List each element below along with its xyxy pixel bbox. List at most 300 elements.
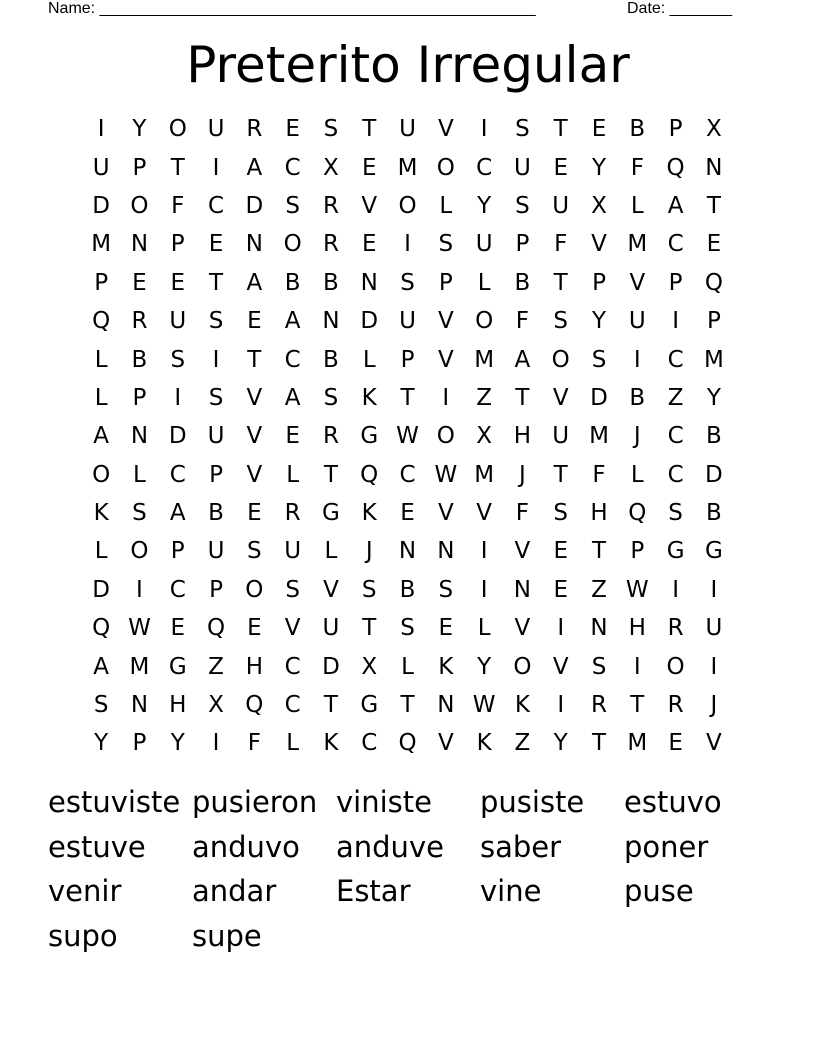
- grid-letter[interactable]: U: [92, 154, 110, 181]
- grid-letter[interactable]: V: [476, 500, 492, 527]
- grid-letter[interactable]: S: [668, 500, 683, 527]
- grid-letter[interactable]: Q: [628, 500, 647, 527]
- grid-letter[interactable]: C: [667, 346, 684, 373]
- grid-letter[interactable]: T: [706, 192, 721, 219]
- grid-letter[interactable]: D: [168, 423, 187, 450]
- grid-letter[interactable]: T: [553, 269, 568, 296]
- grid-letter[interactable]: S: [323, 384, 339, 411]
- grid-letter[interactable]: H: [169, 692, 187, 719]
- grid-letter[interactable]: F: [171, 192, 185, 219]
- grid-letter[interactable]: N: [705, 154, 723, 181]
- grid-letter[interactable]: S: [93, 692, 109, 719]
- grid-letter[interactable]: F: [592, 461, 606, 488]
- grid-letter[interactable]: C: [667, 423, 684, 450]
- grid-letter[interactable]: N: [590, 615, 608, 642]
- grid-letter[interactable]: I: [212, 154, 220, 181]
- word-list-item: anduve: [336, 829, 444, 864]
- grid-letter[interactable]: X: [208, 692, 224, 719]
- grid-letter[interactable]: E: [170, 615, 186, 642]
- grid-letter[interactable]: A: [667, 192, 684, 219]
- grid-letter[interactable]: Q: [206, 615, 226, 642]
- grid-letter[interactable]: M: [589, 423, 609, 450]
- grid-letter[interactable]: G: [322, 500, 340, 527]
- grid-letter[interactable]: I: [136, 576, 143, 603]
- grid-row: [82, 532, 734, 570]
- grid-letter[interactable]: K: [438, 653, 454, 680]
- grid-letter[interactable]: A: [169, 500, 186, 527]
- grid-letter[interactable]: E: [247, 308, 262, 335]
- grid-letter[interactable]: R: [322, 231, 339, 258]
- grid-letter[interactable]: U: [284, 538, 302, 565]
- grid-letter[interactable]: O: [475, 308, 494, 335]
- grid-letter[interactable]: Y: [553, 730, 568, 757]
- grid-letter[interactable]: Y: [477, 192, 492, 219]
- grid-letter[interactable]: B: [706, 500, 722, 527]
- grid-letter[interactable]: X: [323, 154, 339, 181]
- grid-letter[interactable]: Q: [92, 615, 111, 642]
- grid-letter[interactable]: S: [285, 192, 300, 219]
- grid-letter[interactable]: S: [208, 384, 224, 411]
- grid-letter[interactable]: R: [322, 423, 339, 450]
- grid-letter[interactable]: M: [627, 730, 648, 757]
- grid-letter[interactable]: A: [514, 346, 531, 373]
- grid-letter[interactable]: S: [591, 653, 607, 680]
- grid-letter[interactable]: I: [480, 576, 488, 603]
- grid-letter[interactable]: T: [323, 692, 338, 719]
- grid-letter[interactable]: B: [208, 500, 224, 527]
- grid-letter[interactable]: H: [590, 500, 608, 527]
- grid-letter[interactable]: E: [400, 500, 415, 527]
- grid-letter[interactable]: X: [591, 192, 607, 219]
- grid-letter[interactable]: S: [400, 269, 415, 296]
- grid-letter[interactable]: S: [438, 231, 454, 258]
- grid-letter[interactable]: L: [286, 461, 300, 488]
- grid-letter[interactable]: V: [284, 615, 301, 642]
- grid-letter[interactable]: E: [247, 500, 262, 527]
- grid-letter[interactable]: U: [513, 154, 531, 181]
- grid-letter[interactable]: B: [706, 423, 722, 450]
- grid-letter[interactable]: I: [97, 116, 105, 143]
- grid-letter[interactable]: L: [477, 615, 491, 642]
- grid-letter[interactable]: M: [474, 461, 495, 488]
- grid-letter[interactable]: K: [476, 730, 492, 757]
- grid-letter[interactable]: D: [245, 192, 264, 219]
- grid-letter[interactable]: E: [438, 615, 454, 642]
- grid-letter[interactable]: J: [633, 423, 641, 450]
- grid-letter[interactable]: T: [553, 461, 568, 488]
- grid-letter[interactable]: O: [92, 461, 111, 488]
- grid-letter[interactable]: T: [515, 384, 530, 411]
- grid-letter[interactable]: R: [131, 308, 148, 335]
- grid-letter[interactable]: O: [436, 423, 455, 450]
- grid-letter[interactable]: I: [710, 576, 718, 603]
- grid-letter[interactable]: P: [94, 269, 109, 296]
- grid-letter[interactable]: U: [322, 615, 340, 642]
- grid-letter[interactable]: Y: [132, 116, 147, 143]
- grid-letter[interactable]: V: [591, 231, 607, 258]
- grid-letter[interactable]: V: [437, 308, 454, 335]
- grid-letter[interactable]: E: [361, 154, 377, 181]
- grid-letter[interactable]: F: [630, 154, 644, 181]
- grid-letter[interactable]: Z: [591, 576, 607, 603]
- grid-letter[interactable]: L: [94, 346, 108, 373]
- grid-letter[interactable]: G: [666, 538, 685, 565]
- grid-letter[interactable]: N: [130, 423, 149, 450]
- grid-letter[interactable]: P: [209, 461, 223, 488]
- grid-letter[interactable]: M: [91, 231, 112, 258]
- grid-letter[interactable]: O: [283, 231, 302, 258]
- date-field-label[interactable]: Date: _______: [627, 0, 732, 17]
- grid-letter[interactable]: T: [247, 346, 262, 373]
- grid-letter[interactable]: D: [590, 384, 608, 411]
- grid-letter[interactable]: Z: [514, 730, 531, 757]
- grid-letter[interactable]: S: [132, 500, 147, 527]
- grid-letter[interactable]: C: [284, 154, 301, 181]
- grid-letter[interactable]: J: [710, 692, 718, 719]
- grid-letter[interactable]: P: [209, 576, 223, 603]
- grid-letter[interactable]: N: [513, 576, 532, 603]
- grid-letter[interactable]: L: [630, 192, 644, 219]
- grid-letter[interactable]: K: [361, 500, 377, 527]
- grid-letter[interactable]: N: [245, 231, 263, 258]
- grid-letter[interactable]: M: [474, 346, 495, 373]
- grid-letter[interactable]: E: [668, 730, 683, 757]
- grid-letter[interactable]: A: [246, 269, 263, 296]
- grid-letter[interactable]: L: [477, 269, 491, 296]
- grid-letter[interactable]: V: [437, 500, 454, 527]
- grid-letter[interactable]: P: [668, 269, 683, 296]
- grid-letter[interactable]: P: [515, 231, 530, 258]
- grid-letter[interactable]: Y: [94, 730, 109, 757]
- grid-letter[interactable]: U: [705, 615, 723, 642]
- grid-letter[interactable]: N: [398, 538, 417, 565]
- grid-letter[interactable]: Y: [477, 653, 492, 680]
- grid-letter[interactable]: B: [284, 269, 301, 296]
- grid-letter[interactable]: E: [285, 423, 300, 450]
- grid-letter[interactable]: C: [667, 231, 684, 258]
- grid-letter[interactable]: Q: [245, 692, 264, 719]
- grid-letter[interactable]: P: [132, 384, 147, 411]
- grid-letter[interactable]: U: [552, 423, 570, 450]
- grid-letter[interactable]: W: [434, 461, 458, 488]
- grid-letter[interactable]: I: [442, 384, 450, 411]
- grid-letter[interactable]: O: [666, 653, 685, 680]
- grid-letter[interactable]: P: [170, 538, 185, 565]
- grid-letter[interactable]: B: [629, 116, 646, 143]
- grid-letter[interactable]: B: [323, 269, 339, 296]
- grid-letter[interactable]: S: [285, 576, 300, 603]
- grid-letter[interactable]: R: [667, 692, 684, 719]
- grid-letter[interactable]: Y: [591, 154, 607, 181]
- grid-letter[interactable]: C: [476, 154, 493, 181]
- grid-letter[interactable]: M: [703, 346, 724, 373]
- grid-letter[interactable]: T: [400, 692, 415, 719]
- grid-letter[interactable]: H: [513, 423, 532, 450]
- grid-letter[interactable]: S: [170, 346, 186, 373]
- grid-letter[interactable]: T: [400, 384, 415, 411]
- grid-letter[interactable]: T: [630, 692, 645, 719]
- grid-letter[interactable]: Z: [667, 384, 684, 411]
- grid-letter[interactable]: I: [633, 346, 641, 373]
- grid-letter[interactable]: Z: [476, 384, 492, 411]
- grid-letter[interactable]: P: [630, 538, 645, 565]
- grid-letter[interactable]: L: [401, 653, 414, 680]
- grid-letter[interactable]: H: [628, 615, 646, 642]
- grid-letter[interactable]: N: [322, 308, 340, 335]
- grid-letter[interactable]: S: [400, 615, 415, 642]
- grid-letter[interactable]: L: [324, 538, 338, 565]
- grid-letter[interactable]: S: [247, 538, 262, 565]
- grid-letter[interactable]: G: [360, 423, 379, 450]
- grid-letter[interactable]: S: [515, 116, 530, 143]
- grid-letter[interactable]: C: [284, 653, 301, 680]
- grid-letter[interactable]: N: [437, 692, 455, 719]
- word-list-item: viniste: [336, 785, 432, 819]
- grid-letter[interactable]: L: [133, 461, 146, 488]
- grid-letter[interactable]: B: [131, 346, 148, 373]
- grid-letter[interactable]: C: [208, 192, 225, 219]
- grid-letter[interactable]: C: [667, 461, 684, 488]
- grid-letter[interactable]: V: [246, 384, 263, 411]
- grid-letter[interactable]: U: [207, 423, 225, 450]
- grid-letter[interactable]: L: [94, 384, 108, 411]
- grid-letter[interactable]: I: [557, 615, 565, 642]
- grid-letter[interactable]: V: [552, 384, 569, 411]
- grid-letter[interactable]: F: [554, 231, 568, 258]
- grid-letter[interactable]: S: [553, 308, 569, 335]
- grid-letter[interactable]: T: [170, 154, 185, 181]
- grid-letter[interactable]: Y: [170, 730, 185, 757]
- grid-letter[interactable]: S: [591, 346, 607, 373]
- grid-letter[interactable]: U: [399, 308, 416, 335]
- grid-letter[interactable]: S: [208, 308, 224, 335]
- grid-letter[interactable]: A: [93, 423, 110, 450]
- grid-letter[interactable]: B: [629, 384, 646, 411]
- grid-row: [82, 609, 734, 647]
- grid-letter[interactable]: L: [630, 461, 644, 488]
- grid-row: [82, 686, 734, 724]
- grid-letter[interactable]: V: [706, 730, 722, 757]
- grid-row: [82, 456, 734, 494]
- grid-letter[interactable]: A: [93, 653, 110, 680]
- grid-letter[interactable]: S: [515, 192, 530, 219]
- grid-letter[interactable]: G: [360, 692, 379, 719]
- grid-letter[interactable]: U: [628, 308, 646, 335]
- grid-letter[interactable]: T: [591, 538, 607, 565]
- grid-letter[interactable]: U: [399, 116, 416, 143]
- grid-letter[interactable]: Y: [591, 308, 607, 335]
- grid-letter[interactable]: A: [246, 154, 263, 181]
- word-list-item: pusieron: [192, 785, 318, 819]
- grid-letter[interactable]: R: [322, 192, 339, 219]
- grid-letter[interactable]: U: [207, 116, 225, 143]
- grid-letter[interactable]: U: [169, 308, 187, 335]
- grid-letter[interactable]: F: [515, 308, 530, 335]
- grid-letter[interactable]: Z: [208, 653, 224, 680]
- grid-letter[interactable]: E: [553, 538, 568, 565]
- grid-letter[interactable]: O: [436, 154, 455, 181]
- grid-letter[interactable]: I: [557, 692, 565, 719]
- grid-letter[interactable]: P: [400, 346, 415, 373]
- grid-letter[interactable]: Q: [92, 308, 111, 335]
- grid-letter[interactable]: C: [399, 461, 416, 488]
- grid-letter[interactable]: N: [437, 538, 455, 565]
- grid-letter[interactable]: E: [285, 116, 300, 143]
- grid-letter[interactable]: V: [361, 192, 378, 219]
- grid-letter[interactable]: R: [246, 116, 263, 143]
- grid-letter[interactable]: P: [706, 308, 721, 335]
- grid-letter[interactable]: M: [397, 154, 418, 181]
- grid-letter[interactable]: I: [480, 538, 488, 565]
- grid-letter[interactable]: P: [132, 730, 147, 757]
- grid-letter[interactable]: V: [514, 538, 531, 565]
- name-field-label[interactable]: Name: _________________________________________________: [48, 0, 536, 17]
- grid-letter[interactable]: J: [519, 461, 526, 488]
- grid-letter[interactable]: W: [472, 692, 496, 719]
- grid-letter[interactable]: V: [552, 653, 569, 680]
- grid-letter[interactable]: O: [130, 538, 149, 565]
- grid-letter[interactable]: E: [553, 154, 568, 181]
- grid-letter[interactable]: W: [396, 423, 419, 450]
- grid-letter[interactable]: T: [591, 730, 607, 757]
- grid-letter[interactable]: O: [245, 576, 264, 603]
- grid-letter[interactable]: L: [439, 192, 453, 219]
- grid-letter[interactable]: X: [361, 653, 378, 680]
- grid-row: [82, 302, 734, 340]
- grid-letter[interactable]: K: [323, 730, 339, 757]
- grid-letter[interactable]: M: [627, 231, 648, 258]
- grid-letter[interactable]: E: [361, 231, 377, 258]
- grid-letter[interactable]: I: [480, 116, 488, 143]
- grid-letter[interactable]: S: [438, 576, 454, 603]
- grid-letter[interactable]: V: [323, 576, 339, 603]
- grid-letter[interactable]: G: [704, 538, 723, 565]
- grid-letter[interactable]: F: [515, 500, 530, 527]
- grid-letter[interactable]: T: [323, 461, 338, 488]
- grid-letter[interactable]: S: [361, 576, 377, 603]
- grid-row: [82, 724, 734, 762]
- grid-letter[interactable]: N: [130, 231, 149, 258]
- grid-letter[interactable]: V: [246, 461, 263, 488]
- grid-letter[interactable]: V: [437, 346, 454, 373]
- grid-letter[interactable]: U: [207, 538, 225, 565]
- grid-letter[interactable]: T: [362, 116, 377, 143]
- grid-letter[interactable]: P: [592, 269, 606, 296]
- grid-letter[interactable]: L: [362, 346, 376, 373]
- grid-letter[interactable]: D: [92, 576, 110, 603]
- grid-letter[interactable]: E: [132, 269, 147, 296]
- grid-letter[interactable]: E: [170, 269, 186, 296]
- grid-letter[interactable]: S: [553, 500, 569, 527]
- grid-letter[interactable]: G: [168, 653, 187, 680]
- grid-letter[interactable]: Q: [398, 730, 417, 757]
- grid-letter[interactable]: P: [132, 154, 147, 181]
- grid-letter[interactable]: I: [672, 576, 679, 603]
- grid-letter[interactable]: I: [404, 231, 411, 258]
- grid-letter[interactable]: X: [706, 116, 722, 143]
- grid-letter[interactable]: O: [551, 346, 570, 373]
- grid-letter[interactable]: K: [514, 692, 530, 719]
- grid-letter[interactable]: W: [128, 615, 151, 642]
- grid-letter[interactable]: L: [94, 538, 108, 565]
- grid-letter[interactable]: P: [170, 231, 185, 258]
- grid-letter[interactable]: V: [246, 423, 263, 450]
- grid-letter[interactable]: O: [513, 653, 532, 680]
- grid-letter[interactable]: E: [247, 615, 262, 642]
- grid-letter[interactable]: C: [169, 461, 186, 488]
- grid-letter[interactable]: V: [437, 730, 454, 757]
- grid-letter[interactable]: Q: [360, 461, 379, 488]
- grid-letter[interactable]: C: [361, 730, 378, 757]
- grid-letter[interactable]: I: [212, 730, 220, 757]
- grid-letter[interactable]: J: [365, 538, 373, 565]
- grid-letter[interactable]: R: [667, 615, 684, 642]
- grid-letter[interactable]: C: [169, 576, 186, 603]
- grid-letter[interactable]: H: [245, 653, 263, 680]
- grid-letter[interactable]: D: [360, 308, 379, 335]
- grid-letter[interactable]: V: [437, 116, 454, 143]
- grid-letter[interactable]: D: [92, 192, 110, 219]
- grid-letter[interactable]: R: [591, 692, 607, 719]
- grid-letter[interactable]: F: [247, 730, 261, 757]
- grid-letter[interactable]: O: [130, 192, 149, 219]
- grid-letter[interactable]: B: [514, 269, 531, 296]
- grid-letter[interactable]: C: [284, 692, 301, 719]
- grid-letter[interactable]: E: [208, 231, 224, 258]
- grid-letter[interactable]: D: [705, 461, 723, 488]
- grid-letter[interactable]: I: [633, 653, 641, 680]
- grid-letter[interactable]: V: [629, 269, 646, 296]
- grid-letter[interactable]: W: [625, 576, 649, 603]
- grid-letter[interactable]: Y: [706, 384, 721, 411]
- grid-letter[interactable]: P: [668, 116, 683, 143]
- grid-letter[interactable]: S: [323, 116, 339, 143]
- grid-letter[interactable]: U: [475, 231, 493, 258]
- grid-letter[interactable]: M: [129, 653, 150, 680]
- grid-letter[interactable]: I: [212, 346, 220, 373]
- grid-letter[interactable]: K: [93, 500, 109, 527]
- grid-letter[interactable]: B: [323, 346, 339, 373]
- grid-letter[interactable]: N: [360, 269, 378, 296]
- grid-letter[interactable]: N: [130, 692, 149, 719]
- grid-letter[interactable]: O: [168, 116, 187, 143]
- grid-letter[interactable]: O: [398, 192, 417, 219]
- grid-letter[interactable]: E: [553, 576, 568, 603]
- grid-letter[interactable]: A: [284, 384, 301, 411]
- grid-letter[interactable]: X: [476, 423, 492, 450]
- grid-letter[interactable]: T: [362, 615, 377, 642]
- grid-letter[interactable]: C: [284, 346, 301, 373]
- grid-letter[interactable]: A: [284, 308, 301, 335]
- grid-letter[interactable]: V: [514, 615, 531, 642]
- grid-letter[interactable]: I: [174, 384, 182, 411]
- grid-letter[interactable]: U: [552, 192, 570, 219]
- grid-letter[interactable]: E: [706, 231, 722, 258]
- grid-letter[interactable]: T: [553, 116, 568, 143]
- grid-letter[interactable]: I: [710, 653, 718, 680]
- grid-letter[interactable]: D: [322, 653, 340, 680]
- grid-letter[interactable]: R: [284, 500, 301, 527]
- grid-letter[interactable]: I: [672, 308, 679, 335]
- grid-letter[interactable]: P: [438, 269, 453, 296]
- grid-letter[interactable]: T: [209, 269, 224, 296]
- grid-letter[interactable]: K: [361, 384, 377, 411]
- grid-letter[interactable]: Q: [666, 154, 685, 181]
- grid-letter[interactable]: E: [591, 116, 607, 143]
- grid-letter[interactable]: B: [399, 576, 416, 603]
- grid-letter[interactable]: Q: [704, 269, 723, 296]
- grid-letter[interactable]: L: [286, 730, 300, 757]
